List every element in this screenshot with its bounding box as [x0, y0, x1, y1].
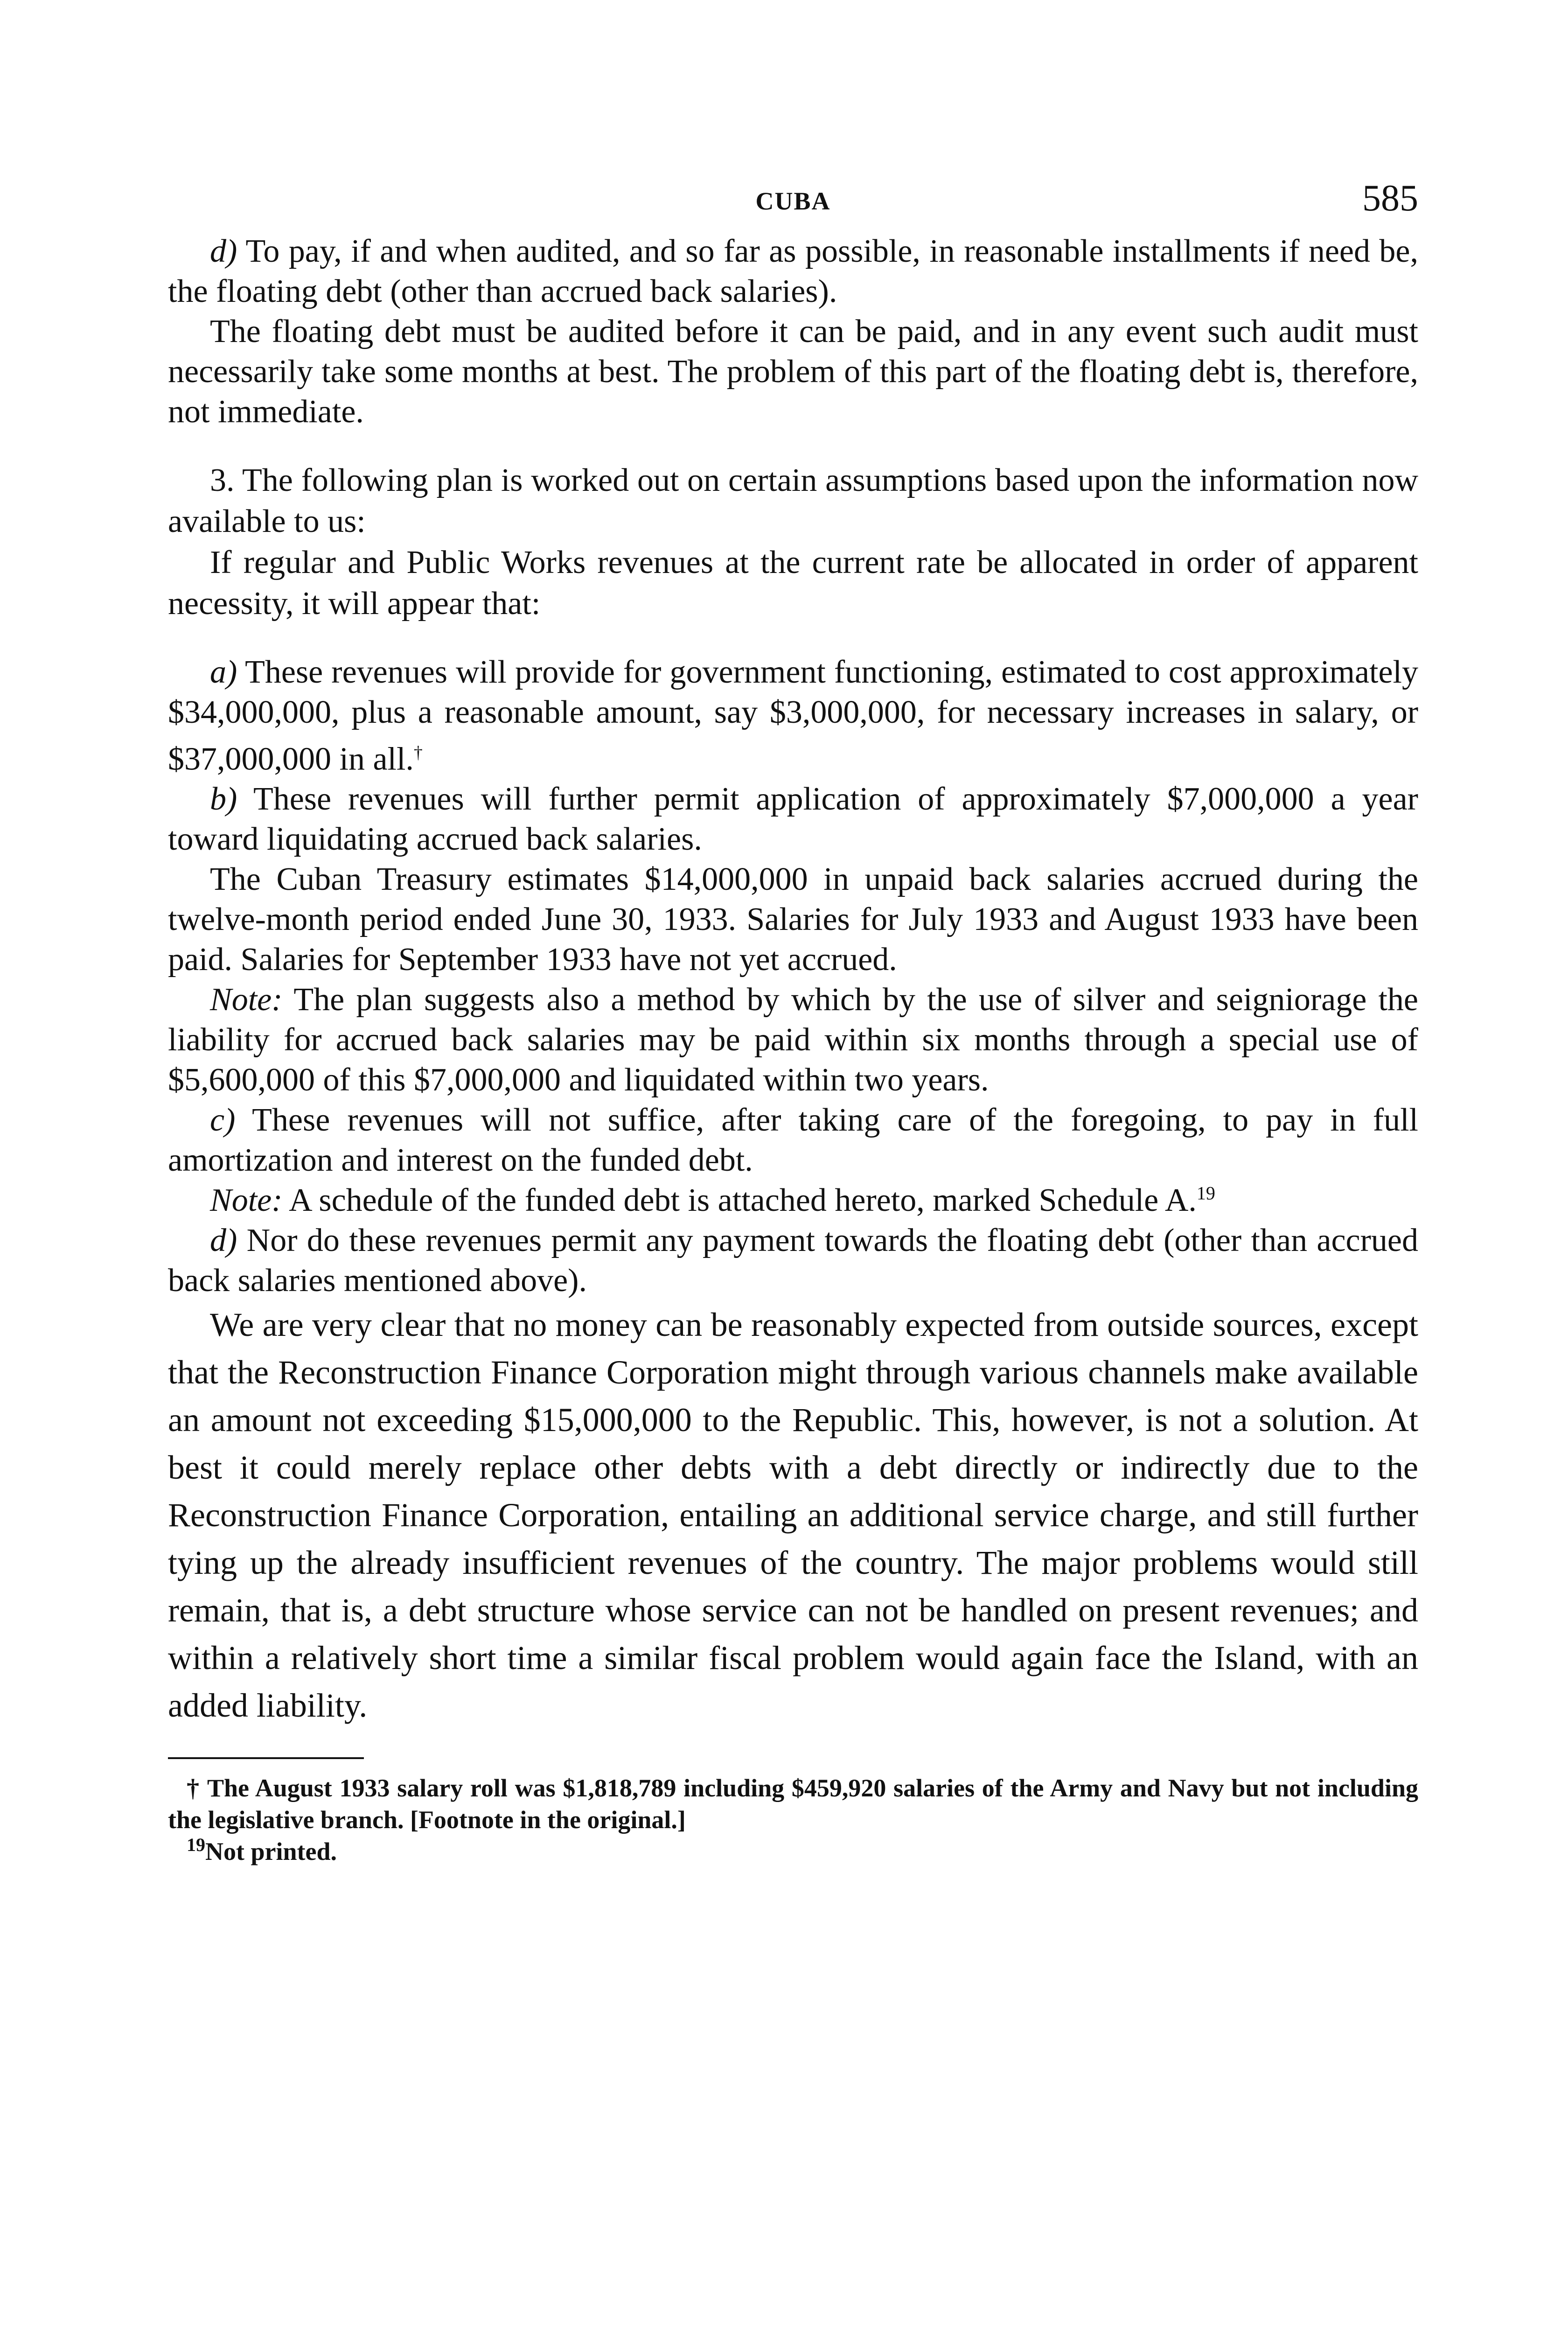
footnote-divider — [168, 1757, 364, 1759]
note-silver — [168, 980, 1418, 1100]
document-page — [168, 177, 1418, 1867]
item-b-label: b) — [210, 781, 237, 817]
item-c — [168, 1100, 1418, 1180]
item-a — [168, 652, 1418, 779]
page-number: 585 — [1362, 178, 1418, 219]
point-3-paragraph: 3. The following plan is worked out on certain assumptions based upon the information now available to us: — [168, 462, 1418, 539]
main-paragraph: We are very clear that no money can be reasonably expected from outside sources, except that the Reconstruction Finance Corporation might through various channels make available an amount not exceeding $15,000,000 to the Republic. This, however, is not a solution. At best it could merely replace other debts with a debt directly or indirectly due to the Reconstruction Finance Corporation, entailing an additional service charge, and still further tying up the already insufficient revenues of the country. The major problems would still remain, that is, a debt structure whose service can not be handled on present revenues; and within a relatively short time a similar fiscal problem would again face the Island, with an added liability. — [168, 1306, 1418, 1725]
treasury-paragraph: The Cuban Treasury estimates $14,000,000 in unpaid back salaries accrued during the twelve-month period ended June 30, 1933. Salaries for July 1933 and August 1933 have been paid. Salaries for September 1933 have not yet accrued. — [168, 861, 1418, 978]
footnote-19 — [168, 1836, 1418, 1867]
item-b-text: These revenues will further permit application of approximately $7,000,000 a year toward liquidating accrued back salaries. — [168, 781, 1418, 858]
footnote-19-ref: 19 — [1196, 1183, 1215, 1204]
item-a-text: These revenues will provide for government functioning, estimated to cost approximately $34,000,000, plus a reasonable amount, say $3,000,000, for necessary increases in salary, or $37,000,000 in all. — [168, 654, 1418, 777]
section-d-label: d) — [210, 233, 237, 269]
section-d-text: To pay, if and when audited, and so far as possible, in reasonable installments if need be, the floating debt (other than accrued back salaries). — [168, 233, 1418, 309]
note-schedule-text: A schedule of the funded debt is attached hereto, marked Schedule A. — [289, 1182, 1197, 1219]
footnote-dagger — [168, 1772, 1418, 1836]
footnote-dagger-ref: † — [413, 743, 423, 762]
item-c-text: These revenues will not suffice, after taking care of the foregoing, to pay in full amortization and interest on the funded debt. — [168, 1102, 1418, 1179]
footnote-19-text: Not printed. — [205, 1837, 337, 1866]
floating-debt-paragraph: The floating debt must be audited before it can be paid, and in any event such audit must necessarily take some months at best. The problem of this part of the floating debt is, therefore, not immediate. — [168, 314, 1418, 430]
note-silver-text: The plan suggests also a method by which by the use of silver and seigniorage the liability for accrued back salaries may be paid within six months through a special use of $5,600,000 of this $7,000,000 and liquidated within two years. — [168, 982, 1418, 1098]
note-schedule — [168, 1180, 1418, 1221]
item-a-label: a) — [210, 654, 237, 690]
page-header — [168, 177, 1418, 229]
item-b — [168, 779, 1418, 859]
note-silver-label: Note: — [210, 982, 283, 1018]
footnote-dagger-marker: † — [187, 1774, 201, 1802]
item-d-label: d) — [210, 1222, 237, 1259]
item-d-text: Nor do these revenues permit any payment towards the floating debt (other than accrued back salaries mentioned above). — [168, 1222, 1419, 1299]
section-d-intro — [168, 231, 1418, 312]
item-d — [168, 1221, 1418, 1301]
footnote-19-marker: 19 — [187, 1834, 205, 1856]
revenue-paragraph: If regular and Public Works revenues at the current rate be allocated in order of apparent necessity, it will appear that: — [168, 545, 1418, 622]
running-head: CUBA — [755, 187, 831, 215]
footnote-dagger-text: The August 1933 salary roll was $1,818,789 including $459,920 salaries of the Army and Navy but not including the legislative branch. [Footnote in the original.] — [168, 1774, 1418, 1834]
note-schedule-label: Note: — [210, 1182, 283, 1219]
item-c-label: c) — [210, 1102, 236, 1139]
